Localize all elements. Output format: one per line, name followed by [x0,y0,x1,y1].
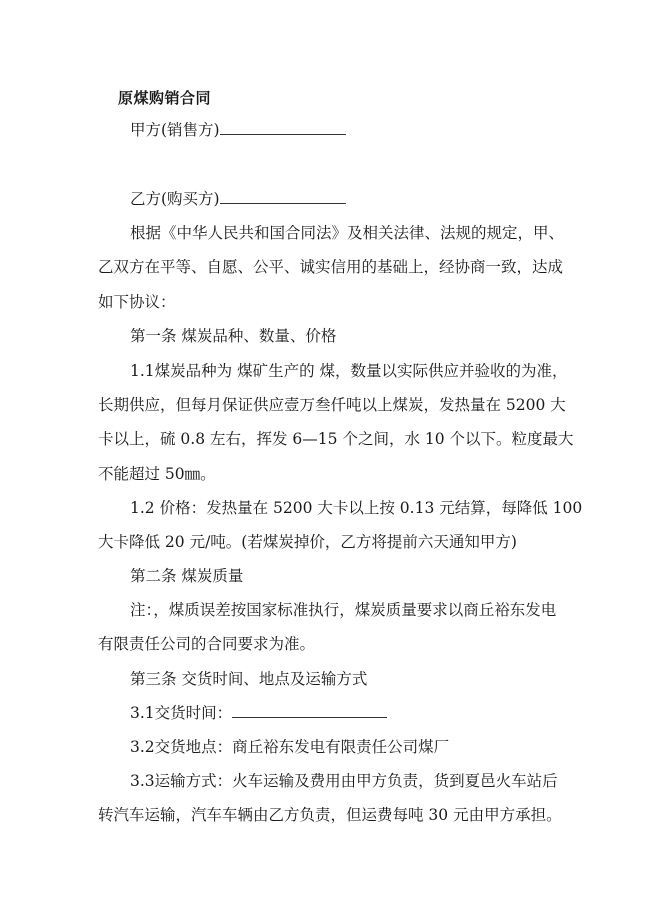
delivery-place-line: 3.2交货地点：商丘裕东发电有限责任公司煤厂 [130,738,450,756]
delivery-time-line [130,699,600,727]
clause-1-2-line-1: 1.2 价格：发热量在 5200 大卡以上按 0.13 元结算，每降低 100 [130,499,583,517]
party-a-label: 甲方(销售方) [130,121,220,139]
delivery-time-field[interactable] [232,701,387,718]
clause-1-1-line-1: 1.1煤炭品种为 煤矿生产的 煤，数量以实际供应并验收的为准， [130,362,568,380]
intro-line-2: 乙双方在平等、自愿、公平、诚实信用的基础上，经协商一致，达成 [98,258,564,276]
party-b-line [130,185,600,213]
article-1-heading: 第一条 煤炭品种、数量、价格 [130,327,337,345]
clause-1-1-line-2: 长期供应，但每月保证供应壹万叁仟吨以上煤炭，发热量在 5200 大 [98,396,566,414]
article-2-heading: 第二条 煤炭质量 [130,567,244,585]
transport-line-1: 3.3运输方式：火车运输及费用由甲方负责，货到夏邑火车站后 [130,772,558,790]
article-2-note-line-2: 有限责任公司的合同要求为准。 [98,635,316,653]
clause-1-1-line-4: 不能超过 50㎜。 [98,465,216,483]
contract-title: 原煤购销合同 [118,89,212,107]
transport-line-2: 转汽车运输，汽车车辆由乙方负责，但运费每吨 30 元由甲方承担。 [98,806,562,824]
clause-1-2-line-2: 大卡降低 20 元/吨。(若煤炭掉价，乙方将提前六天通知甲方) [98,533,517,551]
party-b-field[interactable] [220,187,346,204]
party-a-line [130,116,600,144]
intro-line-3: 如下协议： [98,293,176,311]
article-3-heading: 第三条 交货时间、地点及运输方式 [130,670,368,688]
party-a-field[interactable] [220,118,346,135]
article-2-note-line-1: 注：，煤质误差按国家标准执行，煤炭质量要求以商丘裕东发电 [130,601,557,619]
party-b-label: 乙方(购买方) [130,190,220,208]
clause-1-1-line-3: 卡以上，硫 0.8 左右，挥发 6—15 个之间，水 10 个以下。粒度最大 [98,430,574,448]
intro-line-1: 根据《中华人民共和国合同法》及相关法律、法规的规定，甲、 [130,224,565,242]
delivery-time-label: 3.1交货时间： [130,704,233,722]
